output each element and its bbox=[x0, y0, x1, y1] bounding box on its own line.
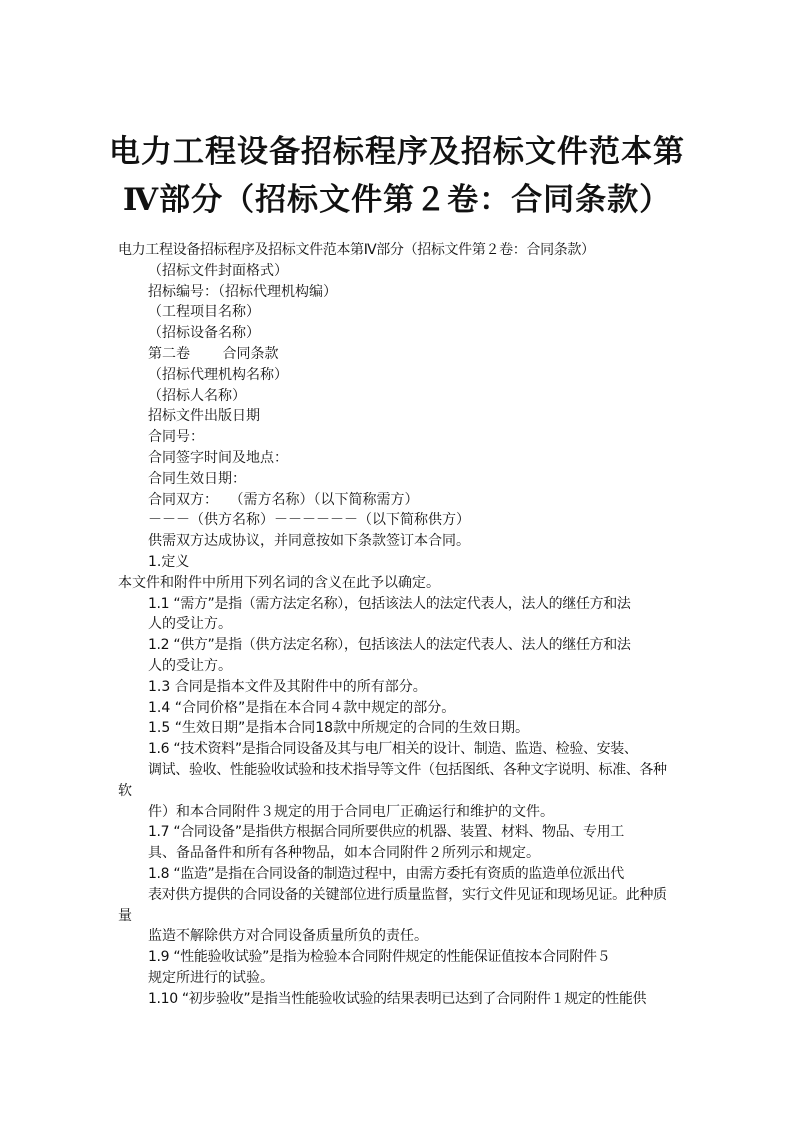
body-line: 供需双方达成协议，并同意按如下条款签订本合同。 bbox=[148, 533, 470, 550]
body-line: 招标文件出版日期 bbox=[148, 408, 260, 425]
body-line: （工程项目名称） bbox=[148, 304, 260, 321]
body-line: 合同号： bbox=[148, 429, 204, 446]
body-line: 1.定义 bbox=[148, 553, 190, 570]
body-line: 1.10 “初步验收”是指当性能验收试验的结果表明已达到了合同附件１规定的性能供 bbox=[148, 990, 647, 1007]
body-line: 1.1 “需方”是指（需方法定名称），包括该法人的法定代表人，法人的继任方和法 bbox=[148, 595, 631, 612]
body-line: 本文件和附件中所用下列名词的含义在此予以确定。 bbox=[118, 574, 440, 591]
body-line: －－－（供方名称）－－－－－－（以下简称供方） bbox=[148, 512, 470, 529]
document-title-line-2: Ⅳ部分（招标文件第２卷：合同条款） bbox=[122, 182, 672, 218]
body-line: 1.9 “性能验收试验”是指为检验本合同附件规定的性能保证值按本合同附件５ bbox=[148, 949, 611, 966]
body-line: 招标编号：（招标代理机构编） bbox=[148, 283, 337, 300]
body-line: 人的受让方。 bbox=[148, 657, 232, 674]
body-line: 1.6 “技术资料”是指合同设备及其与电厂相关的设计、制造、监造、检验、安装、 bbox=[148, 741, 638, 758]
document-title-line-1: 电力工程设备招标程序及招标文件范本第 bbox=[109, 134, 685, 170]
body-line: 合同双方： （需方名称）（以下简称需方） bbox=[148, 491, 419, 508]
body-line: 1.8 “监造”是指在合同设备的制造过程中，由需方委托有资质的监造单位派出代 bbox=[148, 865, 624, 882]
body-line: 合同签字时间及地点： bbox=[148, 449, 288, 466]
body-line: （招标文件封面格式） bbox=[148, 262, 288, 279]
body-line: 具、备品备件和所有各种物品，如本合同附件２所列示和规定。 bbox=[148, 845, 540, 862]
body-line: （招标代理机构名称） bbox=[148, 366, 288, 383]
body-line: 1.4 “合同价格”是指在本合同４款中规定的部分。 bbox=[148, 699, 456, 716]
body-line: 软 bbox=[118, 782, 132, 799]
body-line: 1.7 “合同设备”是指供方根据合同所要供应的机器、装置、材料、物品、专用工 bbox=[148, 824, 624, 841]
body-line: 合同生效日期： bbox=[148, 470, 246, 487]
document-body bbox=[118, 240, 684, 1009]
body-line: 1.3 合同是指本文件及其附件中的所有部分。 bbox=[148, 678, 427, 695]
body-line: 量 bbox=[118, 907, 132, 924]
body-line: （招标设备名称） bbox=[148, 325, 260, 342]
body-line: 件）和本合同附件３规定的用于合同电厂正确运行和维护的文件。 bbox=[148, 803, 554, 820]
body-line: 1.2 “供方”是指（供方法定名称），包括该法人的法定代表人、法人的继任方和法 bbox=[148, 637, 631, 654]
body-line: 电力工程设备招标程序及招标文件范本第Ⅳ部分（招标文件第２卷：合同条款） bbox=[118, 242, 595, 258]
body-line: 1.5 “生效日期”是指本合同18款中所规定的合同的生效日期。 bbox=[148, 720, 530, 737]
body-line: （招标人名称） bbox=[148, 387, 246, 404]
body-line: 表对供方提供的合同设备的关键部位进行质量监督，实行文件见证和现场见证。此种质 bbox=[148, 886, 667, 903]
body-line: 第二卷 合同条款 bbox=[148, 345, 279, 362]
body-line: 人的受让方。 bbox=[148, 616, 232, 633]
body-line: 调试、验收、性能验收试验和技术指导等文件（包括图纸、各种文字说明、标准、各种 bbox=[148, 761, 667, 778]
body-line: 监造不解除供方对合同设备质量所负的责任。 bbox=[148, 928, 428, 945]
body-line: 规定所进行的试验。 bbox=[148, 969, 274, 986]
